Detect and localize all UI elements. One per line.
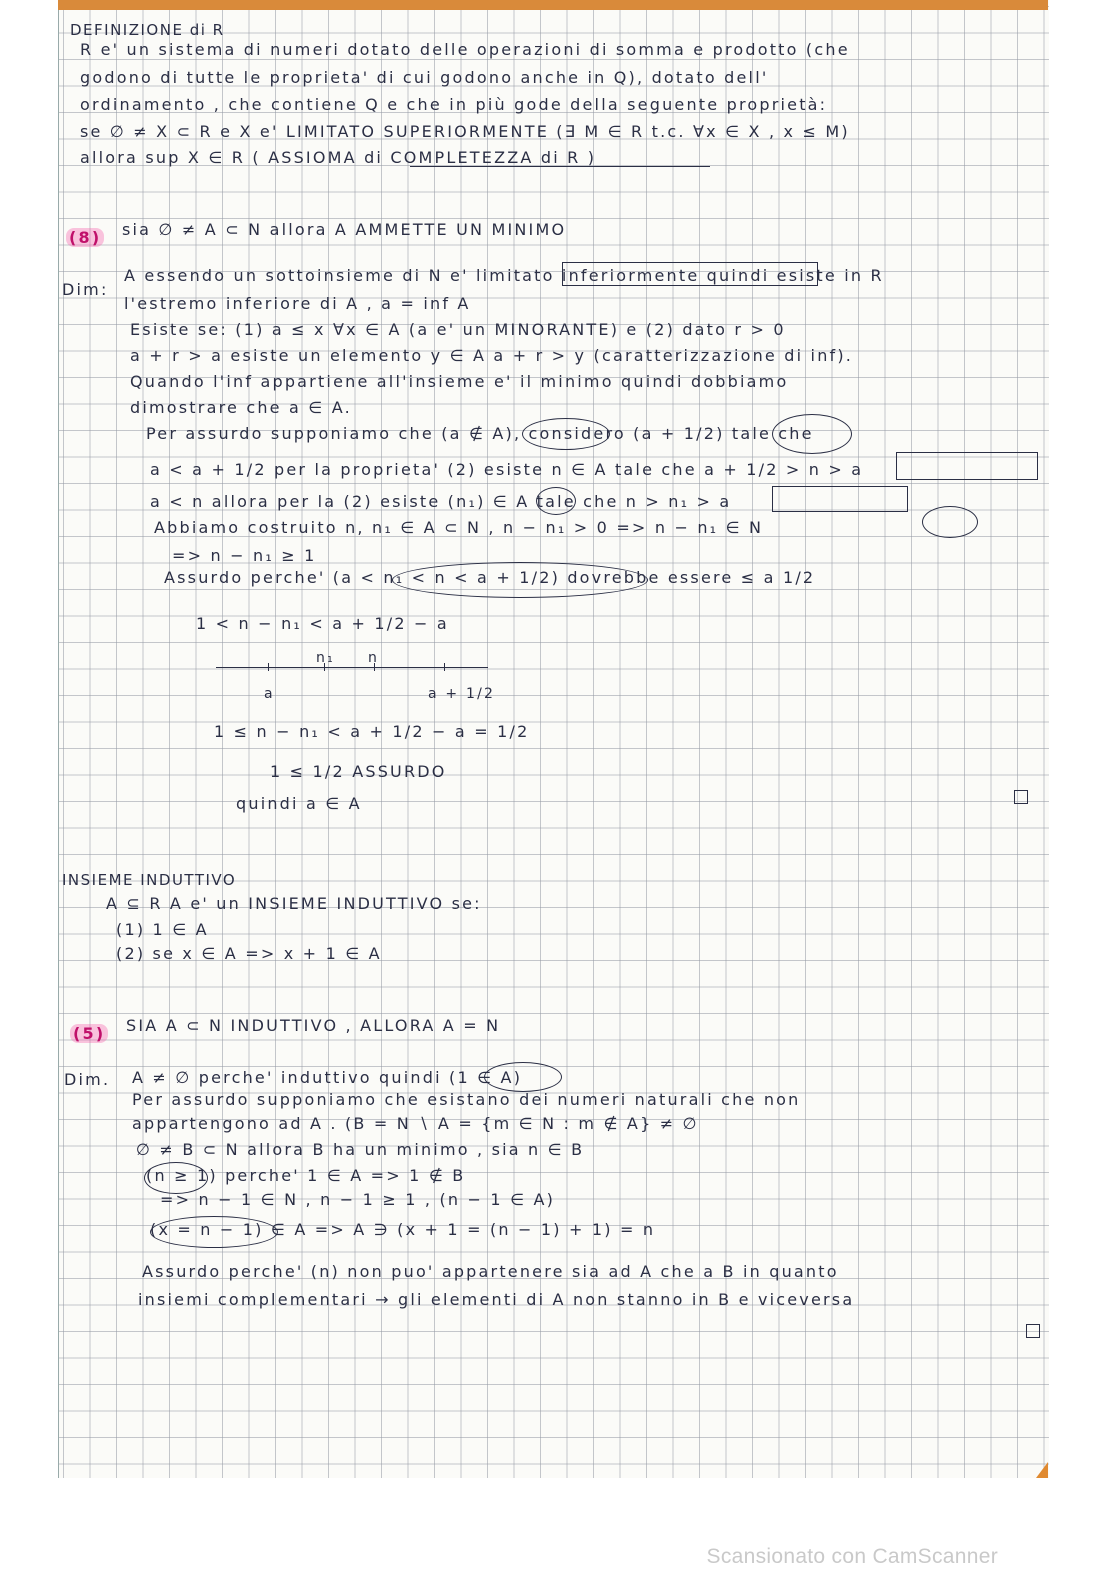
definition-line: R e' un sistema di numeri dotato delle operazioni di somma e prodotto (che xyxy=(80,40,850,59)
definition-line: se ∅ ≠ X ⊂ R e X e' LIMITATO SUPERIORMENTE (∃ M ∈ R t.c. ∀x ∈ X , x ≤ M) xyxy=(80,122,850,141)
theorem-number: (5) xyxy=(70,1024,108,1044)
circled-expression xyxy=(150,1216,278,1248)
underline xyxy=(410,166,710,167)
proof-line: Per assurdo supponiamo che esistano dei numeri naturali che non xyxy=(132,1090,801,1109)
axis-label-n1: n₁ xyxy=(316,650,335,666)
proof-line: Quando l'inf appartiene all'insieme e' il minimo quindi dobbiamo xyxy=(130,372,789,391)
proof-label: Dim. xyxy=(64,1070,111,1089)
proof-line: 1 < n − n₁ < a + 1/2 − a xyxy=(196,614,449,633)
proof-line: (n ≥ 1) perche' 1 ∈ A => 1 ∉ B xyxy=(146,1166,466,1185)
proof-line: Esiste se: (1) a ≤ x ∀x ∈ A (a e' un MINORANTE) e (2) dato r > 0 xyxy=(130,320,786,339)
theorem-number: (8) xyxy=(66,228,104,248)
page-corner-fold xyxy=(1036,1462,1048,1478)
section-title-real-numbers: DEFINIZIONE di R xyxy=(70,21,225,39)
circled-chain xyxy=(392,562,648,598)
section-title-inductive-set: INSIEME INDUTTIVO xyxy=(62,871,237,889)
definition-line: allora sup X ∈ R ( ASSIOMA di COMPLETEZZA di R ) xyxy=(80,148,597,167)
qed-square-icon xyxy=(1026,1324,1040,1338)
circled-term xyxy=(922,506,978,538)
proof-line: a + r > a esiste un elemento y ∈ A a + r > y (caratterizzazione di inf). xyxy=(130,346,854,365)
tick-a-half xyxy=(444,663,445,671)
definition-line: (2) se x ∈ A => x + 1 ∈ A xyxy=(116,944,382,963)
proof-line: Assurdo perche' (a < n₁ < n < a + 1/2) dovrebbe essere ≤ a 1/2 xyxy=(164,568,816,587)
circled-expression xyxy=(772,414,852,454)
proof-label: Dim: xyxy=(62,280,109,299)
proof-line: 1 ≤ 1/2 ASSURDO xyxy=(270,762,447,781)
proof-line: A essendo un sottoinsieme di N e' limitato inferiormente quindi esiste in R xyxy=(124,266,884,285)
proof-line: (x = n − 1) ∈ A => A ∋ (x + 1 = (n − 1) + 1) = n xyxy=(150,1220,656,1239)
proof-line: a < a + 1/2 per la proprieta' (2) esiste n ∈ A tale che a + 1/2 > n > a xyxy=(150,460,864,479)
proof-line: => n − n₁ ≥ 1 xyxy=(172,546,317,565)
boxed-term xyxy=(562,262,818,286)
qed-square-icon xyxy=(1014,790,1028,804)
axis-label-n: n xyxy=(368,650,380,666)
proof-line: a < n allora per la (2) esiste (n₁) ∈ A tale che n > n₁ > a xyxy=(150,492,732,511)
proof-line: ∅ ≠ B ⊂ N allora B ha un minimo , sia n ∈ B xyxy=(136,1140,585,1159)
circled-expression xyxy=(484,1062,562,1092)
proof-line: Abbiamo costruito n, n₁ ∈ A ⊂ N , n − n₁ > 0 => n − n₁ ∈ N xyxy=(154,518,764,537)
theorem-statement: sia ∅ ≠ A ⊂ N allora A AMMETTE UN MINIMO xyxy=(122,220,567,239)
tick-a xyxy=(268,663,269,671)
number-line xyxy=(216,667,488,668)
proof-line: appartengono ad A . (B = N ∖ A = {m ∈ N : m ∉ A} ≠ ∅ xyxy=(132,1114,699,1133)
boxed-inequality xyxy=(896,452,1038,480)
proof-line: => n − 1 ∈ N , n − 1 ≥ 1 , (n − 1 ∈ A) xyxy=(160,1190,556,1209)
proof-line: insiemi complementari → gli elementi di A non stanno in B e viceversa xyxy=(138,1290,855,1309)
boxed-inequality xyxy=(772,486,908,512)
definition-line: A ⊆ R A e' un INSIEME INDUTTIVO se: xyxy=(106,894,482,913)
proof-line: dimostrare che a ∈ A. xyxy=(130,398,352,417)
proof-line: Per assurdo supponiamo che (a ∉ A), considero (a + 1/2) tale che xyxy=(146,424,814,443)
scanner-watermark: Scansionato con CamScanner xyxy=(706,1545,998,1568)
circled-expression xyxy=(522,418,610,450)
axis-label-a-half: a + 1/2 xyxy=(428,686,496,702)
theorem-statement: SIA A ⊂ N INDUTTIVO , ALLORA A = N xyxy=(126,1016,501,1035)
proof-line: Assurdo perche' (n) non puo' appartenere sia ad A che a B in quanto xyxy=(142,1262,839,1281)
circled-term xyxy=(536,487,576,515)
axis-label-a: a xyxy=(264,686,275,702)
definition-line: (1) 1 ∈ A xyxy=(116,920,209,939)
proof-line: A ≠ ∅ perche' induttivo quindi (1 ∈ A) xyxy=(132,1068,523,1087)
proof-line: quindi a ∈ A xyxy=(236,794,362,813)
definition-line: ordinamento , che contiene Q e che in più gode della seguente proprietà: xyxy=(80,95,828,114)
page-edge-strip xyxy=(58,0,1048,10)
proof-line: l'estremo inferiore di A , a = inf A xyxy=(124,294,471,313)
proof-line: 1 ≤ n − n₁ < a + 1/2 − a = 1/2 xyxy=(214,722,530,741)
definition-line: godono di tutte le proprieta' di cui godono anche in Q), dotato dell' xyxy=(80,68,769,87)
